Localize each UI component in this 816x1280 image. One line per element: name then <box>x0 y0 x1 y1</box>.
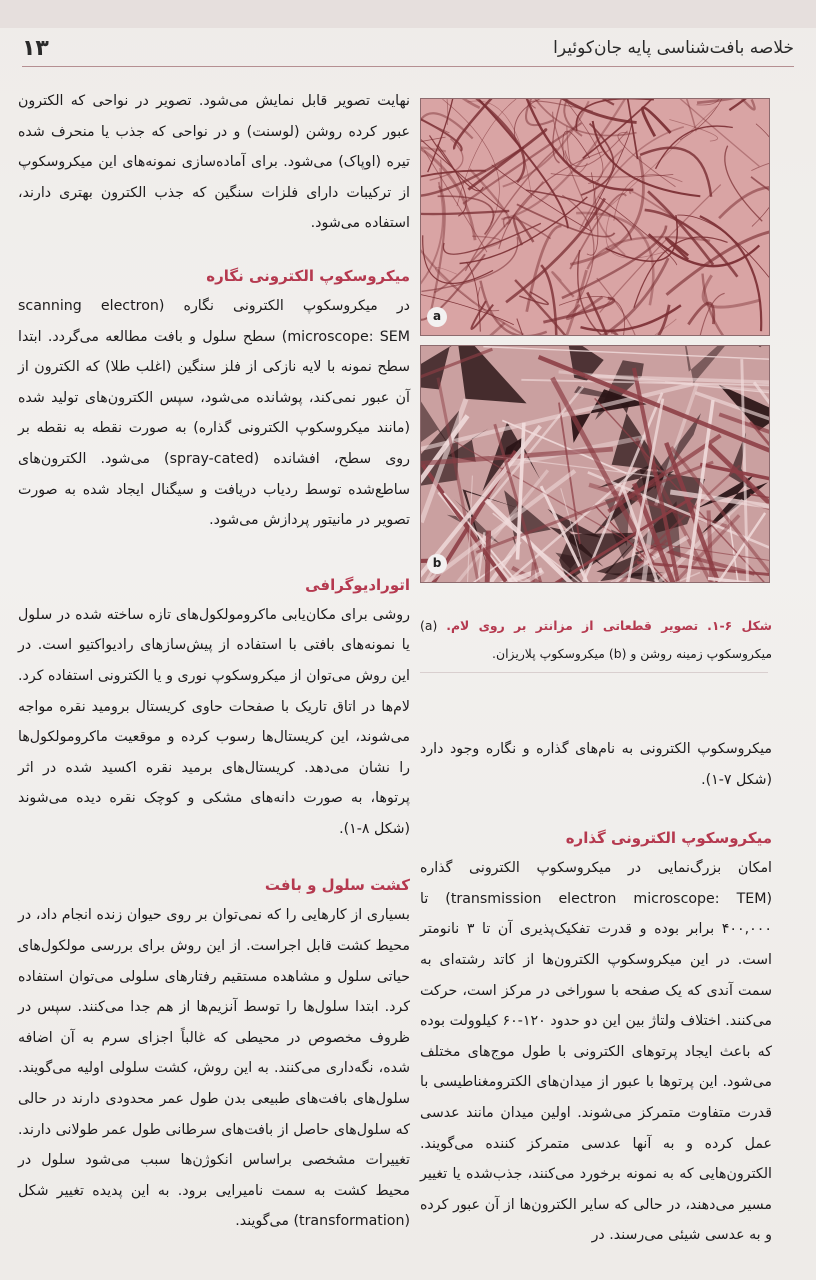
caption-text: (a) میکروسکوپ زمینه روشن و (b) میکروسکوپ پلاریزان. <box>420 618 772 661</box>
cell-culture-paragraph: بسیاری از کارهایی را که نمی‌توان بر روی حیوان زنده انجام داد، در محیط کشت قابل اجراست. از این روش برای بررسی مولکول‌های حیاتی سلول و مشاهده مستقیم رفتارهای سلولی می‌توان استفاده کرد. ابتدا سلول‌ها را توسط آنزیم‌ها از هم جدا می‌کنند. سپس در ظروف مخصوص در محیطی که غالباً اجزای سرم به آن اضافه شده، نگه‌داری می‌کنند. به این روش، کشت سلولی اولیه می‌گویند. سلول‌های بافت‌های طبیعی بدن طول عمر محدودی دارند در حالی که سلول‌های حاصل از بافت‌های سرطانی طول عمر طولانی دارند. تغییرات مشخصی براساس انکوژن‌ها سبب می‌شود سلول در محیط کشت به سمت نامیرایی برود. به این پدیده تغییر شکل (transformation) می‌گویند. <box>18 907 410 1230</box>
panel-b-label: b <box>427 554 447 574</box>
page-header <box>22 30 794 67</box>
figure-panel-a <box>420 98 770 336</box>
running-title: خلاصه بافت‌شناسی پایه جان‌کوئیرا <box>553 38 794 58</box>
caption-label: شکل ۶-۱. <box>707 618 772 633</box>
figure-panel-b <box>420 345 770 583</box>
tem-paragraph: امکان بزرگ‌نمایی در میکروسکوپ الکترونی گذاره (transmission electron microscope: TEM) تا ۴۰۰,۰۰۰ برابر بوده و قدرت تفکیک‌پذیری آن تا ۳ نانومتر است. در این میکروسکوپ الکترون‌ها از کاتد رشته‌ای به سمت آندی که یک صفحه با سوراخی در مرکز است، حرکت می‌کنند. اختلاف ولتاژ بین این دو حدود ۱۲۰-۶۰ کیلوولت بوده که باعث ایجاد پرتوهای الکترونی با طول موج‌های مختلف می‌شود. این پرتوها با عبور از میدان‌های الکترومغناطیسی با قدرت متفاوت متمرکز می‌شوند. اولین میدان مانند عدسی عمل کرده و به آنها عدسی متمرکز کننده می‌گویند. الکترون‌هایی که به نمونه برخورد می‌کنند، جذب‌شده یا تغییر مسیر می‌دهند، در حالی که سایر الکترون‌ها از آن عبور کرده و به عدسی شیئی می‌رسند. در <box>420 860 772 1244</box>
sem-heading: میکروسکوپ الکترونی نگاره <box>206 266 410 285</box>
top-margin-band <box>0 0 816 28</box>
tem-heading: میکروسکوپ الکترونی گذاره <box>565 829 772 848</box>
continuation-paragraph: میکروسکوپ الکترونی به نام‌های گذاره و نگاره وجود دارد (شکل ۷-۱). <box>420 741 772 788</box>
autoradiography-heading: اتورادیوگرافی <box>305 575 410 594</box>
sem-paragraph: در میکروسکوپ الکترونی نگاره (scanning electron microscope: SEM) سطح سلول و بافت مطالعه می‌گردد. ابتدا سطح نمونه با لایه نازکی از فلز سنگین (اغلب طلا) که الکترون از آن عبور نمی‌کند، پوشانده می‌شود، سپس الکترون‌های تولید شده (مانند میکروسکوپ الکترونی گذاره) به صورت نقطه به نقطه بر روی سطح، افشانده (spray-cated) می‌شود. الکترون‌های ساطع‌شده توسط ردیاب دریافت و سیگنال ایجاد شده به صورت تصویر در مانیتور پردازش می‌شود. <box>18 297 410 529</box>
caption-divider <box>420 672 768 673</box>
mesentery-brightfield-image <box>421 99 769 335</box>
cell-culture-heading: کشت سلول و بافت <box>264 876 410 895</box>
figure-caption <box>420 612 772 668</box>
intro-paragraph: نهایت تصویر قابل نمایش می‌شود. تصویر در نواحی که الکترون عبور کرده روشن (لوسنت) و در نواحی که جذب یا منحرف شده تیره (اوپاک) می‌شود. برای آماده‌سازی نمونه‌های این میکروسکوپ از ترکیبات دارای فلزات سنگین که جذب الکترون بهتری دارند، استفاده می‌شود. <box>18 93 410 232</box>
page-number: ۱۳ <box>22 35 49 61</box>
right-text-column <box>420 734 772 1251</box>
left-text-column <box>18 86 410 1237</box>
autoradiography-paragraph: روشی برای مکان‌یابی ماکرومولکول‌های تازه ساخته شده در سلول یا نمونه‌های بافتی با استفاده از پیش‌سازهای رادیواکتیو است. در این روش می‌توان از میکروسکوپ نوری و یا الکترونی استفاده کرد. لام‌ها در اتاق تاریک با صفحات حاوی کریستال برومید نقره مواجه می‌شوند، این کریستال‌ها رسوب کرده و موقعیت ماکرومولکول‌ها را نشان می‌دهد. کریستال‌های برمید نقره اکسید شده در اثر پرتوها، به صورت دانه‌های مشکی و کوچک نقره دیده می‌شوند (شکل ۸-۱). <box>18 606 410 837</box>
caption-title: تصویر قطعاتی از مزانتر بر روی لام. <box>446 618 699 633</box>
mesentery-polarized-image <box>421 346 769 582</box>
panel-a-label: a <box>427 307 447 327</box>
